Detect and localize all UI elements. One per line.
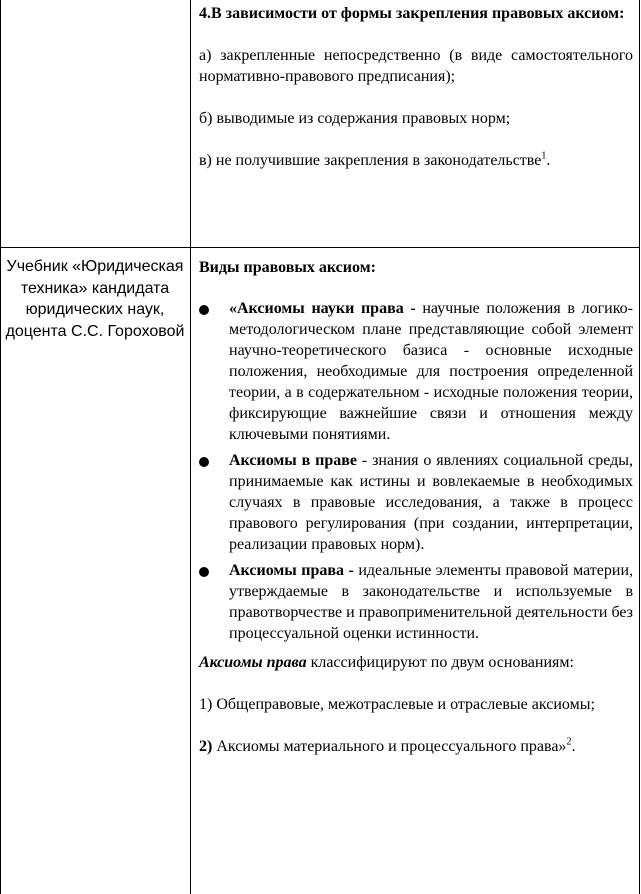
list-item: Аксиомы в праве - знания о явлениях социальной среды, принимаемые как истины и вовлекаемые в необходимых случаях в правовые исследования, а также в процесс правового регулирования (при создании, интерпретации, реализации правовых норм). <box>199 450 633 555</box>
list-item: «Аксиомы науки права - научные положения в логико-методологическом плане представляющие собой элемент научно-теоретического базиса - основные исходные положения, необходимые для построения определенной теории, а в содержательном - исходные положения теории, фиксирующие важнейшие связи и отношения между ключевыми понятиями. <box>199 298 633 445</box>
column-divider <box>190 0 191 894</box>
row2-heading: Виды правовых аксиом: <box>199 259 376 276</box>
row1-content <box>199 3 633 171</box>
bullet-icon <box>199 457 209 467</box>
table-left-border <box>0 0 1 894</box>
source-cell: Учебник «Юридическая техника» кандидата юридических наук, доцента С.С. Гороховой <box>5 258 185 340</box>
list-item: Аксиомы права - идеальные элементы правовой материи, утверждаемые в законодательстве и используемые в правотворчестве и правоприменительной деятельности без процессуальной оценки истинности. <box>199 560 633 644</box>
row1-heading: 4.В зависимости от формы закрепления правовых аксиом: <box>199 5 625 22</box>
bullet-icon <box>199 305 209 315</box>
footnote-1: 1 <box>541 150 547 162</box>
point-1: 1) Общеправовые, межотраслевые и отраслевые аксиомы; <box>199 696 595 713</box>
row1-item-c: в) не получившие закрепления в законодательстве$^1$. <box>199 150 551 169</box>
point-2: 2) Аксиомы материального и процессуального права»$^2$. <box>199 736 576 755</box>
row-divider <box>0 247 640 248</box>
row1-item-a: а) закрепленные непосредственно (в виде самостоятельного нормативно-правового предписания); <box>199 47 633 85</box>
row2-content <box>199 257 633 757</box>
classify-text: Аксиомы права классифицируют по двум основаниям: <box>199 654 574 671</box>
table-right-border <box>639 0 640 894</box>
row1-item-b: б) выводимые из содержания правовых норм; <box>199 110 511 127</box>
footnote-2: 2 <box>566 736 572 748</box>
bullet-icon <box>199 567 209 577</box>
